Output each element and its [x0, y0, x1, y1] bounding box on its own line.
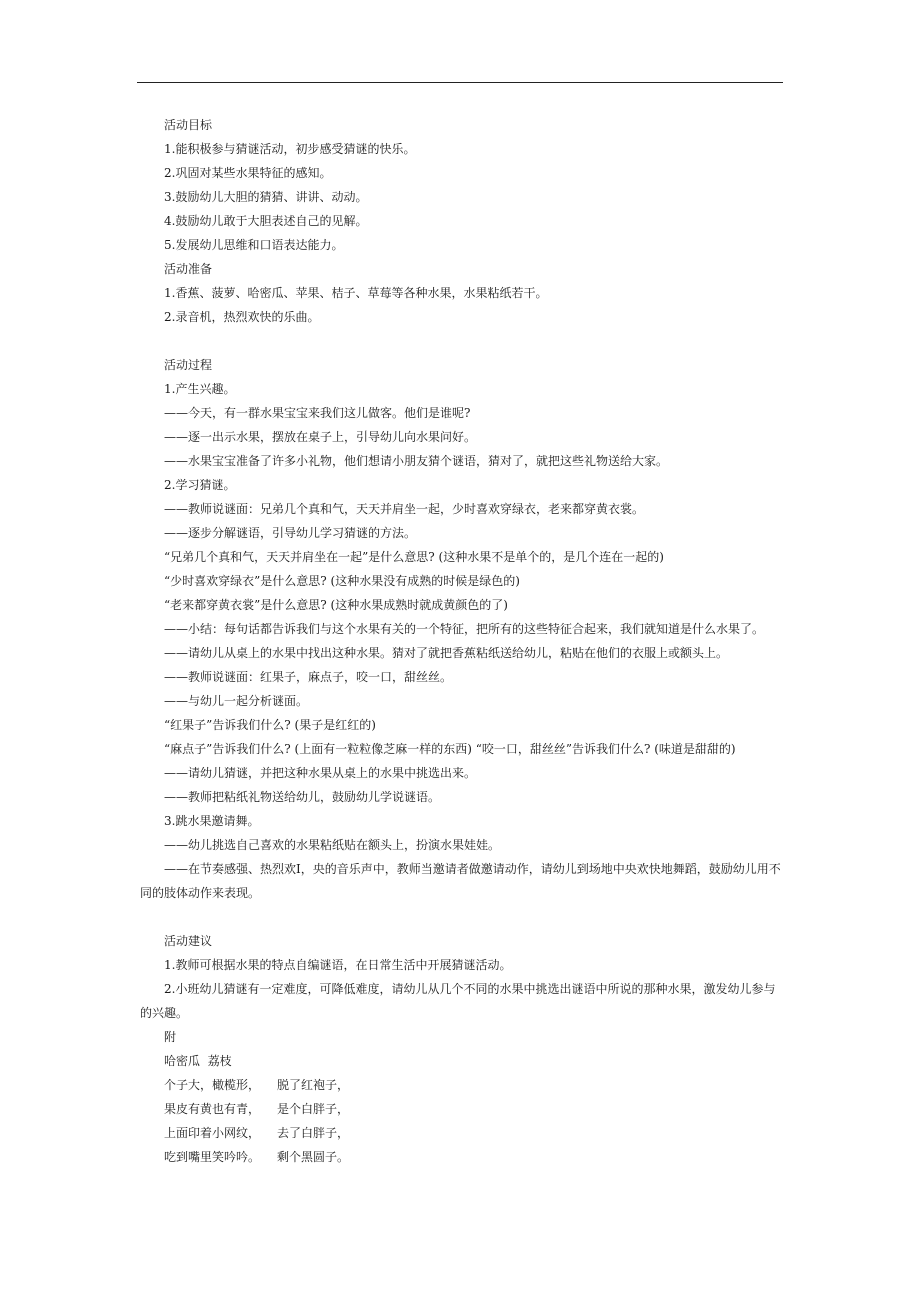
process-line: ——教师把粘纸礼物送给幼儿，鼓励幼儿学说谜语。	[164, 790, 441, 804]
process-line: ——水果宝宝准备了许多小礼物，他们想请小朋友猜个谜语，猜对了，就把这些礼物送给大家。	[164, 454, 669, 468]
poem-line	[140, 1073, 785, 1097]
goal-item: 1.能积极参与猜谜活动，初步感受猜谜的快乐。	[164, 142, 416, 156]
prep-item: 1.香蕉、菠萝、哈密瓜、苹果、桔子、草莓等各种水果，水果粘纸若干。	[164, 286, 548, 300]
poem-left: 吃到嘴里笑吟吟。	[164, 1150, 261, 1164]
process-line: ——今天，有一群水果宝宝来我们这儿做客。他们是谁呢?	[164, 406, 471, 420]
poem-right: 脱了红袍子，	[277, 1078, 350, 1092]
process-line: ——与幼儿一起分析谜面。	[164, 694, 309, 708]
appendix-titles: 哈密瓜 荔枝	[164, 1054, 232, 1068]
process-line: “少时喜欢穿绿衣”是什么意思? (这种水果没有成熟的时候是绿色的)	[164, 574, 520, 588]
process-line: 2.学习猜谜。	[164, 478, 236, 492]
poem-left: 果皮有黄也有青，	[164, 1102, 261, 1116]
process-line: ——请幼儿从桌上的水果中找出这种水果。猜对了就把香蕉粘纸送给幼儿，粘贴在他们的衣服上或额头上。	[164, 646, 729, 660]
section-heading-prep: 活动准备	[164, 262, 213, 276]
process-line: “兄弟几个真和气，天天并肩坐在一起”是什么意思? (这种水果不是单个的，是几个连在一起的)	[164, 550, 664, 564]
poem-line	[140, 1097, 785, 1121]
spacer	[140, 329, 785, 353]
process-line: ——请幼儿猜谜，并把这种水果从桌上的水果中挑选出来。	[164, 766, 477, 780]
poem-left: 个子大，橄榄形，	[164, 1078, 261, 1092]
poem-left: 上面印着小网纹，	[164, 1126, 261, 1140]
process-line: 3.跳水果邀请舞。	[164, 814, 260, 828]
document-body	[140, 113, 785, 1169]
spacer	[140, 905, 785, 929]
process-line: ——幼儿挑选自己喜欢的水果粘纸贴在额头上，扮演水果娃娃。	[164, 838, 501, 852]
process-line: “红果子”告诉我们什么? (果子是红红的)	[164, 718, 376, 732]
process-line: “老来都穿黄衣裳”是什么意思? (这种水果成熟时就成黄颜色的了)	[164, 598, 508, 612]
process-line: ——逐步分解谜语，引导幼儿学习猜谜的方法。	[164, 526, 417, 540]
poem-line	[140, 1145, 785, 1169]
process-line: ——教师说谜面：红果子，麻点子，咬一口，甜丝丝。	[164, 670, 453, 684]
process-line: 1.产生兴趣。	[164, 382, 236, 396]
process-paragraph: ——在节奏感强、热烈欢I，央的音乐声中，教师当邀请者做邀请动作，请幼儿到场地中央欢快地舞蹈，鼓励幼儿用不同的肢体动作来表现。	[140, 862, 781, 900]
process-line: ——小结：每句话都告诉我们与这个水果有关的一个特征，把所有的这些特征合起来，我们就知道是什么水果了。	[164, 622, 765, 636]
goal-item: 5.发展幼儿思维和口语表达能力。	[164, 238, 344, 252]
goal-item: 4.鼓励幼儿敢于大胆表述自己的见解。	[164, 214, 368, 228]
header-rule	[137, 82, 783, 83]
appendix-label: 附	[164, 1030, 177, 1044]
prep-item: 2.录音机，热烈欢快的乐曲。	[164, 310, 320, 324]
section-heading-goals: 活动目标	[164, 118, 213, 132]
poem-line	[140, 1121, 785, 1145]
suggestion-item: 1.教师可根据水果的特点自编谜语，在日常生活中开展猜谜活动。	[164, 958, 512, 972]
goal-item: 3.鼓励幼儿大胆的猜猜、讲讲、动动。	[164, 190, 368, 204]
section-heading-suggestions: 活动建议	[164, 934, 213, 948]
goal-item: 2.巩固对某些水果特征的感知。	[164, 166, 332, 180]
process-line: “麻点子”告诉我们什么? (上面有一粒粒像芝麻一样的东西) “咬一口，甜丝丝”告诉我们什么? (味道是甜甜的)	[164, 742, 736, 756]
section-heading-process: 活动过程	[164, 358, 213, 372]
suggestion-item: 2.小班幼儿猜谜有一定难度，可降低难度，请幼儿从几个不同的水果中挑选出谜语中所说的那种水果，激发幼儿参与的兴趣。	[140, 982, 776, 1020]
process-line: ——逐一出示水果，摆放在桌子上，引导幼儿向水果问好。	[164, 430, 477, 444]
poem-right: 去了白胖子，	[277, 1126, 350, 1140]
poem-right: 是个白胖子，	[277, 1102, 350, 1116]
process-line: ——教师说谜面：兄弟几个真和气，天天并肩坐一起，少时喜欢穿绿衣，老来都穿黄衣裳。	[164, 502, 645, 516]
poem-right: 剩个黑圆子。	[277, 1150, 350, 1164]
